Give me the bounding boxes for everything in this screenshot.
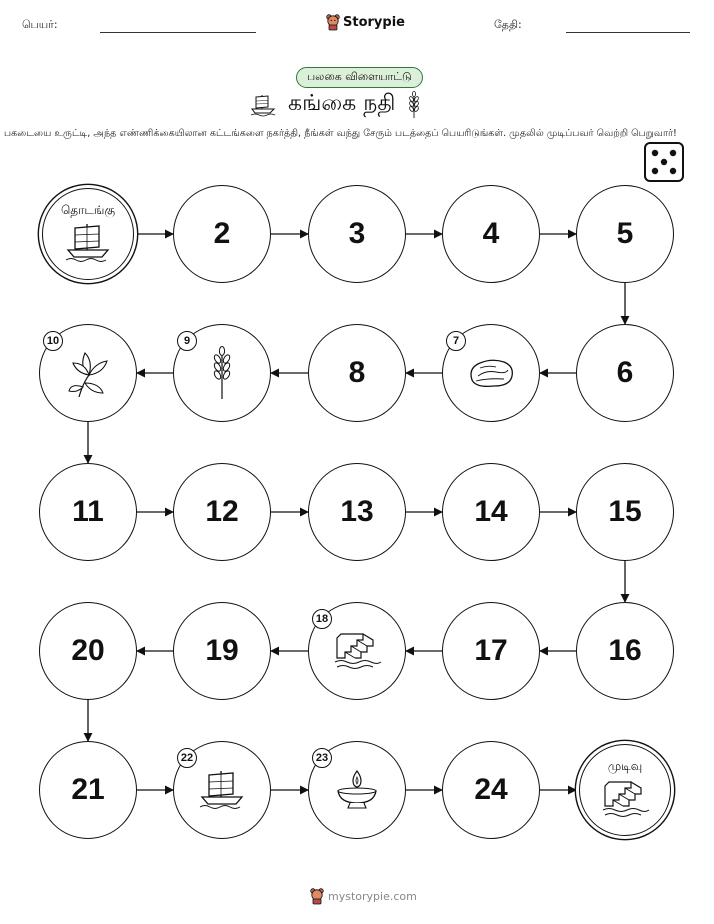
- space-number: 8: [348, 356, 366, 389]
- finish-label: முடிவு: [607, 759, 643, 773]
- space-number: 12: [205, 495, 239, 528]
- space-number: 20: [71, 634, 105, 667]
- space-number-badge: 7: [446, 331, 466, 351]
- brand-name: Storypie: [343, 14, 405, 30]
- board-space-12: [173, 463, 271, 561]
- flower-icon: [65, 347, 111, 403]
- space-number-badge: 23: [312, 748, 332, 768]
- board-space-17: [442, 602, 540, 700]
- space-number: 16: [608, 634, 642, 667]
- board-space-8: [308, 324, 406, 422]
- board-space-19: [173, 602, 271, 700]
- bear-mascot-icon: [310, 888, 324, 904]
- sandbar-icon: [466, 356, 516, 394]
- date-label: தேதி:: [494, 18, 522, 31]
- finish-space: [579, 744, 671, 836]
- start-space: [42, 188, 134, 280]
- space-number: 24: [474, 773, 508, 806]
- board-space-16: [576, 602, 674, 700]
- space-number-badge: 18: [312, 609, 332, 629]
- ghat-steps-icon: [601, 778, 649, 824]
- space-number-badge: 22: [177, 748, 197, 768]
- space-number: 2: [213, 217, 231, 250]
- ghat-steps-icon: [333, 630, 381, 676]
- space-number: 14: [474, 495, 508, 528]
- space-number-badge: 9: [177, 331, 197, 351]
- space-number: 17: [474, 634, 508, 667]
- instructions: பகடையை உருட்டி, அந்த எண்ணிக்கையிலான கட்டங்களை நகர்த்தி, நீங்கள் வந்து சேரும் படத்தைப் பெயரிடுங்கள். முதலில் முடிப்பவர் வெற்றி பெறுவார்!: [4, 128, 677, 139]
- board-space-2: [173, 185, 271, 283]
- board-space-20: [39, 602, 137, 700]
- space-number: 21: [71, 773, 105, 806]
- board-space-11: [39, 463, 137, 561]
- space-number: 5: [616, 217, 634, 250]
- boat-icon: [199, 769, 245, 815]
- start-label: தொடங்கு: [60, 203, 116, 217]
- space-number: 3: [348, 217, 366, 250]
- footer-site: mystorypie.com: [328, 889, 417, 903]
- board-space-15: [576, 463, 674, 561]
- board-space-14: [442, 463, 540, 561]
- diya-lamp-icon: [334, 769, 380, 815]
- space-number: 6: [616, 356, 634, 389]
- board-space-6: [576, 324, 674, 422]
- space-number-badge: 10: [43, 331, 63, 351]
- board-space-5: [576, 185, 674, 283]
- board-game-pill: பலகை விளையாட்டு: [296, 67, 423, 88]
- board-space-24: [442, 741, 540, 839]
- boat-icon: [65, 222, 111, 268]
- space-number: 4: [482, 217, 500, 250]
- board-space-4: [442, 185, 540, 283]
- title-text: கங்கை நதி: [288, 91, 396, 116]
- board-space-13: [308, 463, 406, 561]
- board-space-21: [39, 741, 137, 839]
- board-space-3: [308, 185, 406, 283]
- space-number: 11: [72, 495, 104, 528]
- space-number: 15: [608, 495, 642, 528]
- footer: [310, 888, 417, 904]
- name-label: பெயர்:: [22, 18, 58, 31]
- wheat-icon: [210, 346, 234, 404]
- space-number: 13: [340, 495, 374, 528]
- space-number: 19: [205, 634, 239, 667]
